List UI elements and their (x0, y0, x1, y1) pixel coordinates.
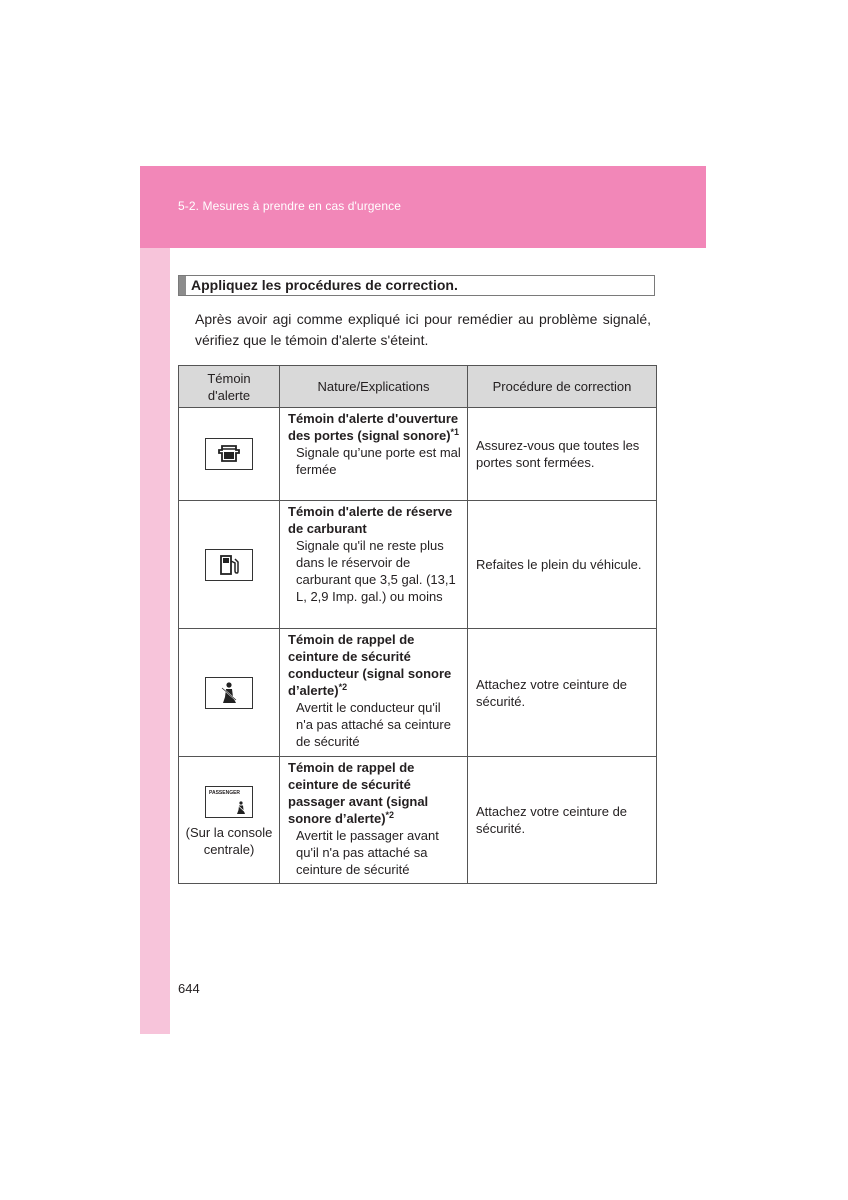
seatbelt-passenger-icon (205, 786, 253, 818)
nature-cell (280, 757, 468, 884)
warning-description: Avertit le conducteur qu'il n'a pas attaché sa ceinture de sécurité (296, 700, 451, 749)
column-header: Nature/Explications (280, 366, 468, 408)
seatbelt-driver-icon (205, 677, 253, 709)
chapter-header-band (140, 166, 706, 248)
nature-cell (280, 408, 468, 501)
procedure-heading (178, 275, 655, 296)
indicator-cell (179, 501, 280, 629)
console-note: (Sur la console centrale) (185, 825, 273, 857)
fuel-pump-icon (205, 549, 253, 581)
warning-description: Avertit le passager avant qu'il n'a pas attaché sa ceinture de sécurité (296, 828, 439, 877)
heading-title: Appliquez les procédures de correction. (191, 277, 458, 293)
nature-cell (280, 629, 468, 757)
correction-cell: Assurez-vous que toutes les portes sont fermées. (468, 408, 657, 501)
warning-title: Témoin d'alerte de réserve de carburant (288, 504, 453, 536)
heading-bar (179, 276, 186, 295)
footnote-mark: *1 (450, 427, 460, 437)
column-header: Procédure de correction (468, 366, 657, 408)
correction-cell: Refaites le plein du véhicule. (468, 501, 657, 629)
footnote-mark: *2 (385, 810, 395, 820)
warning-description: Signale qu’une porte est mal fermée (296, 445, 461, 477)
correction-cell: Attachez votre ceinture de sécurité. (468, 629, 657, 757)
table-header-row (179, 366, 657, 408)
indicator-cell (179, 757, 280, 884)
warning-description: Signale qu'il ne reste plus dans le réservoir de carburant que 3,5 gal. (13,1 L, 2,9 Imp. gal.) ou moins (296, 538, 456, 604)
table-row (179, 408, 657, 501)
passenger-label: PASSENGER (209, 790, 241, 796)
section-reference: 5-2. Mesures à prendre en cas d'urgence (178, 199, 401, 213)
warning-title: Témoin de rappel de ceinture de sécurité passager avant (signal sonore d’alerte) (288, 760, 429, 826)
footnote-mark: *2 (338, 682, 348, 692)
table-row (179, 629, 657, 757)
side-strip (140, 248, 170, 1034)
intro-paragraph: Après avoir agi comme expliqué ici pour remédier au problème signalé, vérifiez que le témoin d'alerte s'éteint. (195, 311, 651, 348)
warning-table (178, 365, 657, 884)
nature-cell (280, 501, 468, 629)
correction-cell: Attachez votre ceinture de sécurité. (468, 757, 657, 884)
warning-title: Témoin d'alerte d'ouverture des portes (signal sonore) (288, 411, 459, 443)
indicator-cell (179, 408, 280, 501)
door-open-warning-icon (205, 438, 253, 470)
page-number: 644 (178, 981, 200, 996)
warning-title: Témoin de rappel de ceinture de sécurité conducteur (signal sonore d’alerte) (288, 632, 452, 698)
indicator-cell (179, 629, 280, 757)
table-row (179, 757, 657, 884)
column-header: Témoin d'alerte (179, 366, 280, 408)
table-row (179, 501, 657, 629)
